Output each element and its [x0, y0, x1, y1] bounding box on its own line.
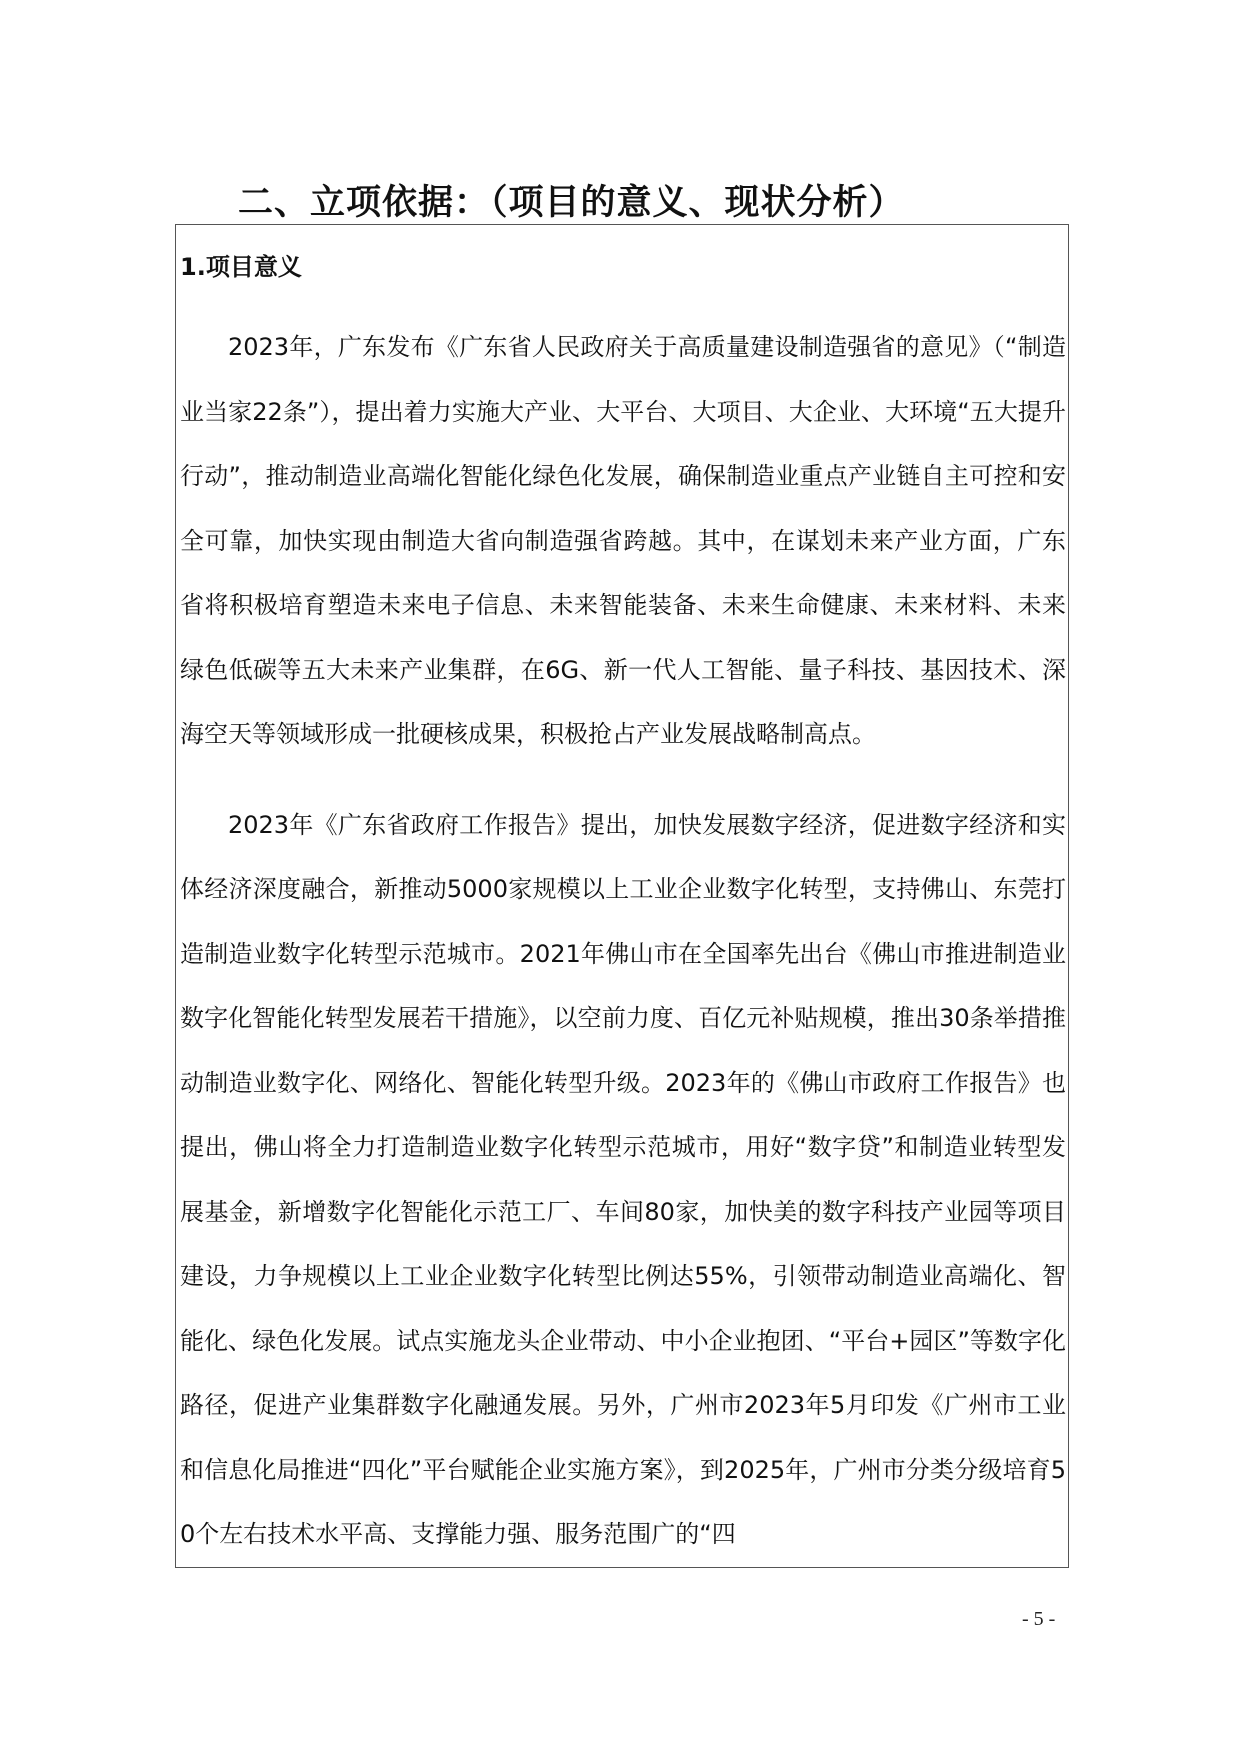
paragraph-1: 2023年，广东发布《广东省人民政府关于高质量建设制造强省的意见》（“制造业当家22条”），提出着力实施大产业、大平台、大项目、大企业、大环境“五大提升行动”，推动制造业高端化智能化绿色化发展，确保制造业重点产业链自主可控和安全可靠，加快实现由制造大省向制造强省跨越。其中，在谋划未来产业方面，广东省将积极培育塑造未来电子信息、未来智能装备、未来生命健康、未来材料、未来绿色低碳等五大未来产业集群，在6G、新一代人工智能、量子科技、基因技术、深海空天等领域形成一批硬核成果，积极抢占产业发展战略制高点。 — [180, 333, 1066, 748]
content-box — [175, 224, 1069, 1568]
paragraph-2: 2023年《广东省政府工作报告》提出，加快发展数字经济，促进数字经济和实体经济深度融合，新推动5000家规模以上工业企业数字化转型，支持佛山、东莞打造制造业数字化转型示范城市。2021年佛山市在全国率先出台《佛山市推进制造业数字化智能化转型发展若干措施》，以空前力度、百亿元补贴规模，推出30条举措推动制造业数字化、网络化、智能化转型升级。2023年的《佛山市政府工作报告》也提出，佛山将全力打造制造业数字化转型示范城市，用好“数字贷”和制造业转型发展基金，新增数字化智能化示范工厂、车间80家，加快美的数字科技产业园等项目建设，力争规模以上工业企业数字化转型比例达55%，引领带动制造业高端化、智能化、绿色化发展。试点实施龙头企业带动、中小企业抱团、“平台+园区”等数字化路径，促进产业集群数字化融通发展。另外，广州市2023年5月印发《广州市工业和信息化局推进“四化”平台赋能企业实施方案》，到2025年，广州市分类分级培育50个左右技术水平高、支撑能力强、服务范围广的“四 — [180, 810, 1066, 1548]
page-number: - 5 - — [1022, 1608, 1056, 1630]
subsection-title: 1.项目意义 — [180, 253, 302, 281]
section-heading: 二、立项依据：（项目的意义、现状分析） — [238, 183, 905, 223]
